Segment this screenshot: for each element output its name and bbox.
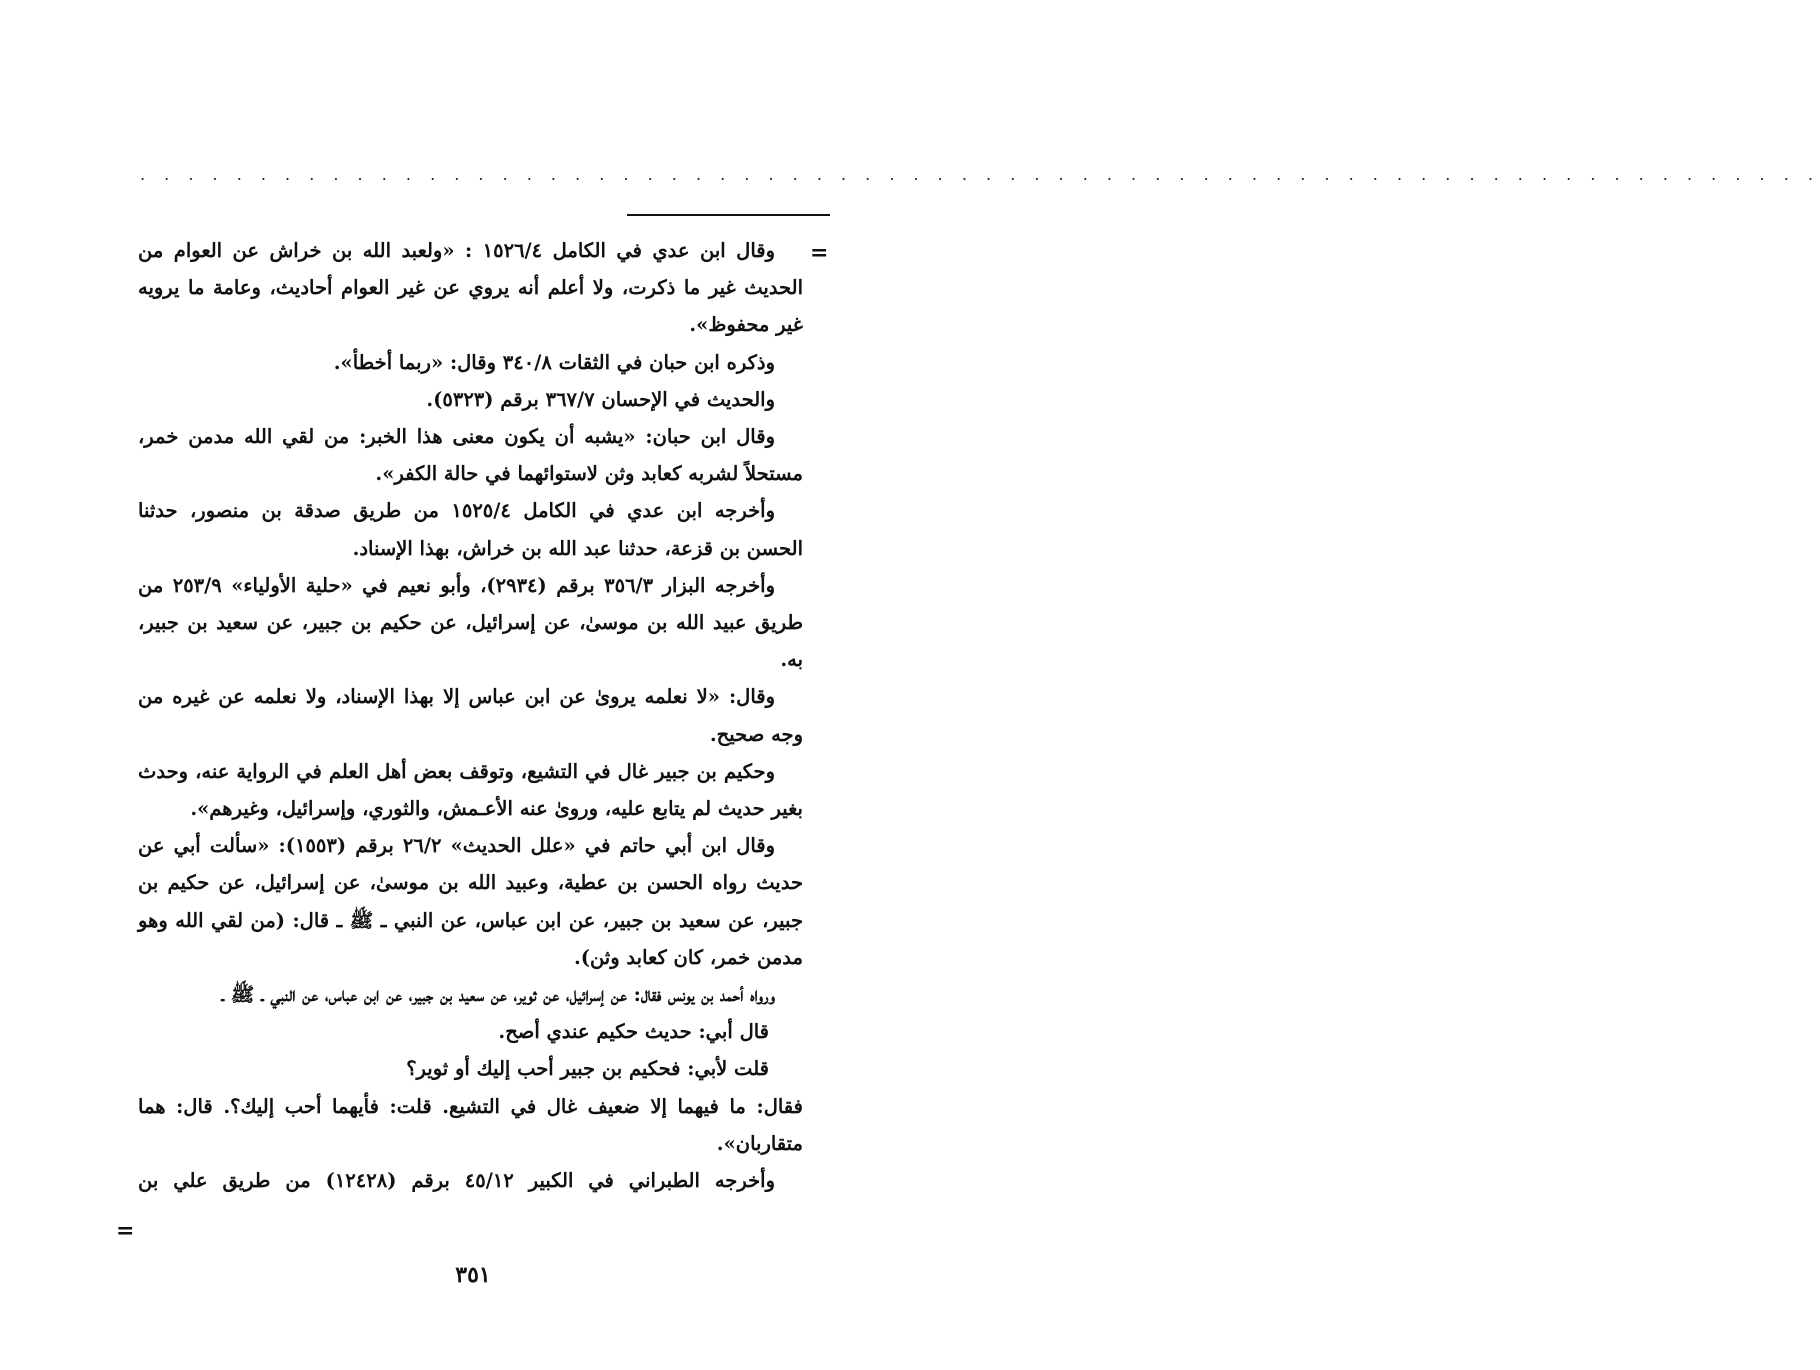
paragraph: ورواه أحمد بن يونس فقال: عن إسرائيل، عن ثوير، عن سعيد بن جبير، عن ابن عباس، عن النبي ـ ﷺ ـ (221, 983, 775, 1007)
paragraph: وقال ابن عدي في الكامل ١٥٢٦/٤ : «ولعبد الله بن خراش عن العوام من الحديث غير ما ذكرت، ولا أعلم أنه يروي عن غير العوام أحاديث، وعامة ما يرويه غير محفوظ». (138, 239, 803, 337)
paragraph: وحكيم بن جبير غال في التشيع، وتوقف بعض أهل العلم في الرواية عنه، وحدث بغير حديث لم يتابع عليه، وروىٰ عنه الأعـمش، والثوري، وإسرائيل، وغيرهم». (138, 759, 803, 821)
paragraph: وأخرجه الطبراني في الكبير ٤٥/١٢ برقم (١٢٤٢٨) من طريق علي بن (138, 1169, 775, 1193)
paragraph: والحديث في الإحسان ٣٦٧/٧ برقم (٥٣٢٣). (426, 387, 775, 411)
paragraph: وقال ابن أبي حاتم في «علل الحديث» ٢٦/٢ برقم (١٥٥٣): «سألت أبي عن حديث رواه الحسن بن عطية، وعبيد الله بن موسىٰ، عن إسرائيل، عن حكيم بن جبير، عن سعيد بن جبير، عن ابن عباس، عن النبي ـ ﷺ ـ قال: (من لقي الله وهو مدمن خمر، كان كعابد وثن). (138, 834, 803, 969)
paragraph: وأخرجه ابن عدي في الكامل ١٥٢٥/٤ من طريق صدقة بن منصور، حدثنا الحسن بن قزعة، حدثنا عبد الله بن خراش، بهذا الإسناد. (138, 499, 803, 560)
paragraph: وقال ابن حبان: «يشبه أن يكون معنى هذا الخبر: من لقي الله مدمن خمر، مستحلاً لشربه كعابد وثن لاستوائهما في حالة الكفر». (138, 425, 803, 486)
paragraph: وقال: «لا نعلمه يروىٰ عن ابن عباس إلا بهذا الإسناد، ولا نعلمه عن غيره من وجه صحيح. (138, 685, 803, 746)
paragraph: وذكره ابن حبان في الثقات ٣٤٠/٨ وقال: «ربما أخطأ». (333, 350, 775, 374)
footnote-separator-dots: . . . . . . . . . . . . . . . . . . . . . . . . . . . . . . . . . . . . . . . . . . . . . . . . . . . . . . . . . . . . . . . . . . . . . . (140, 165, 1820, 184)
dialogue-line: قال أبي: حديث حكيم عندي أصح. (498, 1020, 769, 1044)
footnote-body (138, 232, 803, 1199)
page-number: ٣٥١ (455, 1262, 491, 1288)
continuation-mark-end: = (116, 1218, 135, 1244)
paragraph: فقال: ما فيهما إلا ضعيف غال في التشيع. قلت: فأيهما أحب إليك؟. قال: هما متقاربان». (138, 1094, 803, 1155)
footnote-rule (627, 214, 830, 216)
continuation-mark-start: = (810, 240, 829, 266)
paragraph: وأخرجه البزار ٣٥٦/٣ برقم (٢٩٣٤)، وأبو نعيم في «حلية الأولياء» ٢٥٣/٩ من طريق عبيد الله بن موسىٰ، عن إسرائيل، عن حكيم بن جبير، عن سعيد بن جبير، به. (138, 573, 803, 672)
dialogue-line: قلت لأبي: فحكيم بن جبير أحب إليك أو ثوير؟ (406, 1057, 769, 1081)
